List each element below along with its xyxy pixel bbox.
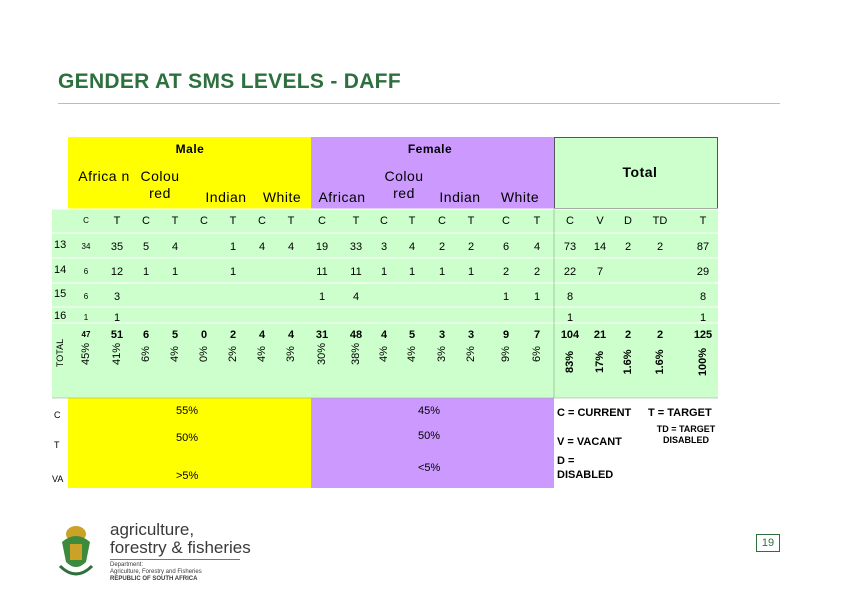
total-cell: 1 [566, 312, 574, 324]
table-cell: 11 [316, 266, 328, 278]
male-group-white: White [262, 189, 302, 205]
table-cell: 4 [408, 241, 416, 253]
table-cell: 1 [318, 291, 326, 303]
table-cell: 1 [408, 266, 416, 278]
grand-total-cell: 104 [560, 329, 580, 341]
logo-dept-2: Agriculture, Forestry and Fisheries [110, 569, 202, 575]
percentage-cell: 2% [227, 346, 239, 362]
male-group-coloured: Colou red [140, 168, 180, 201]
total-row-cell: 3 [438, 329, 446, 341]
total-cell: 7 [596, 266, 604, 278]
percentage-cell: 4% [169, 346, 181, 362]
total-cell: 2 [624, 241, 632, 253]
grand-total-cell: 2 [656, 329, 664, 341]
male-group-african: Africa n [78, 168, 130, 184]
sub-column-header: T [113, 215, 121, 227]
total-row-cell: 5 [408, 329, 416, 341]
table-cell: 5 [142, 241, 150, 253]
summary-male-vacant: >5% [176, 470, 199, 482]
row-label: 14 [54, 264, 67, 276]
percentage-cell: 0% [198, 346, 210, 362]
total-column-header: T [699, 215, 707, 227]
total-row-cell: 4 [258, 329, 266, 341]
table-cell: 2 [467, 241, 475, 253]
percentage-cell: 4% [256, 346, 268, 362]
summary-label-t: T [54, 440, 60, 450]
sub-column-header: T [467, 215, 475, 227]
table-cell: 1 [83, 313, 89, 322]
total-column-header: C [566, 215, 574, 227]
summary-female-current: 45% [418, 405, 441, 417]
female-group-white: White [500, 189, 540, 205]
summary-female-vacant: <5% [418, 462, 441, 474]
sub-column-header: C [318, 215, 326, 227]
table-cell: 34 [81, 242, 91, 251]
total-row-cell: 2 [229, 329, 237, 341]
table-cell: 3 [113, 291, 121, 303]
table-cell: 1 [142, 266, 150, 278]
total-cell: 29 [696, 266, 710, 278]
summary-male-current: 55% [176, 405, 199, 417]
sub-column-header: C [258, 215, 266, 227]
legend-disabled: D = DISABLED [557, 455, 614, 481]
male-group-indian: Indian [205, 189, 247, 205]
total-cell: 1 [699, 312, 707, 324]
table-cell: 11 [350, 266, 362, 278]
percentage-cell: 3% [285, 346, 297, 362]
total-row-cell: 5 [171, 329, 179, 341]
coat-of-arms-logo [56, 522, 96, 582]
total-column-header: TD [652, 215, 668, 227]
total-cell: 2 [656, 241, 664, 253]
table-cell: 1 [502, 291, 510, 303]
row-label: 15 [54, 288, 67, 300]
logo-divider [110, 559, 240, 560]
total-cell: 87 [696, 241, 710, 253]
percentage-cell: 30% [316, 342, 328, 366]
table-cell: 3 [380, 241, 388, 253]
row-label: 16 [54, 310, 67, 322]
table-cell: 4 [352, 291, 360, 303]
total-row-cell: 9 [502, 329, 510, 341]
total-row-cell: 0 [200, 329, 208, 341]
table-cell: 1 [229, 241, 237, 253]
summary-female-target: 50% [418, 430, 441, 442]
percentage-cell: 3% [436, 346, 448, 362]
table-cell: 1 [229, 266, 237, 278]
table-cell: 6 [502, 241, 510, 253]
table-cell: 4 [287, 241, 295, 253]
total-percentage-cell: 17% [594, 350, 606, 374]
legend-target-disabled: TD = TARGET DISABLED [656, 424, 716, 445]
legend-vacant: V = VACANT [557, 436, 622, 448]
grand-total-cell: 21 [593, 329, 607, 341]
table-cell: 19 [315, 241, 329, 253]
total-row-cell: 4 [287, 329, 295, 341]
total-row-label: TOTAL [55, 338, 65, 368]
summary-male-target: 50% [176, 432, 199, 444]
table-cell: 35 [110, 241, 124, 253]
total-header: Total [622, 164, 658, 180]
total-row-cell: 6 [142, 329, 150, 341]
summary-label-va: VA [52, 474, 64, 484]
total-cell: 73 [563, 241, 577, 253]
table-cell: 2 [533, 266, 541, 278]
table-cell: 33 [349, 241, 363, 253]
table-cell: 4 [171, 241, 179, 253]
percentage-cell: 2% [465, 346, 477, 362]
sub-column-header: C [438, 215, 446, 227]
percentage-cell: 4% [406, 346, 418, 362]
total-percentage-cell: 100% [697, 347, 709, 377]
sub-column-header: T [171, 215, 179, 227]
logo-line-2: forestry & fisheries [110, 538, 251, 557]
summary-label-c: C [54, 410, 61, 420]
sub-column-header: T [229, 215, 237, 227]
table-cell: 1 [438, 266, 446, 278]
total-row-cell: 7 [533, 329, 541, 341]
table-cell: 1 [533, 291, 541, 303]
total-column-header: V [596, 215, 604, 227]
sub-column-header: C [502, 215, 510, 227]
sub-column-header: T [352, 215, 360, 227]
total-row-cell: 47 [81, 330, 91, 339]
total-cell: 8 [566, 291, 574, 303]
table-cell: 6 [83, 292, 89, 301]
grand-total-cell: 125 [693, 329, 713, 341]
female-group-african: African [318, 189, 366, 205]
page-title: GENDER AT SMS LEVELS - DAFF [58, 70, 401, 93]
logo-dept-1: Department: [110, 562, 144, 568]
total-row-cell: 51 [110, 329, 124, 341]
total-row-cell: 4 [380, 329, 388, 341]
total-percentage-cell: 83% [564, 350, 576, 374]
total-cell: 22 [563, 266, 577, 278]
row-label: 13 [54, 239, 67, 251]
percentage-cell: 41% [111, 342, 123, 366]
legend-target: T = TARGET [648, 407, 712, 419]
sub-column-header: T [287, 215, 295, 227]
percentage-cell: 6% [531, 346, 543, 362]
sub-column-header: C [83, 216, 89, 225]
female-group-indian: Indian [439, 189, 481, 205]
total-row-cell: 31 [315, 329, 329, 341]
total-cell: 14 [593, 241, 607, 253]
sub-column-header: T [533, 215, 541, 227]
total-percentage-cell: 1.6% [622, 349, 634, 375]
page-number: 19 [756, 534, 780, 552]
grand-total-cell: 2 [624, 329, 632, 341]
female-group-coloured: Colou red [384, 168, 424, 201]
total-cell: 8 [699, 291, 707, 303]
table-cell: 4 [533, 241, 541, 253]
table-cell: 6 [83, 267, 89, 276]
table-cell: 12 [110, 266, 124, 278]
table-cell: 1 [467, 266, 475, 278]
table-cell: 1 [113, 312, 121, 324]
total-column-header: D [624, 215, 632, 227]
table-cell: 1 [171, 266, 179, 278]
table-cell: 1 [380, 266, 388, 278]
sub-column-header: C [142, 215, 150, 227]
percentage-cell: 38% [350, 342, 362, 366]
table-cell: 4 [258, 241, 266, 253]
sub-column-header: C [380, 215, 388, 227]
male-header: Male [175, 142, 205, 156]
legend-current: C = CURRENT [557, 407, 632, 419]
total-percentage-cell: 1.6% [654, 349, 666, 375]
percentage-cell: 45% [80, 342, 92, 366]
total-row-cell: 3 [467, 329, 475, 341]
logo-line-1: agriculture, [110, 520, 195, 539]
sub-column-header: T [408, 215, 416, 227]
female-header: Female [407, 142, 453, 156]
table-cell: 2 [502, 266, 510, 278]
percentage-cell: 9% [500, 346, 512, 362]
logo-dept-3: REPUBLIC OF SOUTH AFRICA [110, 576, 198, 582]
percentage-cell: 4% [378, 346, 390, 362]
percentage-cell: 6% [140, 346, 152, 362]
table-cell: 2 [438, 241, 446, 253]
sub-column-header: C [200, 215, 208, 227]
total-row-cell: 48 [349, 329, 363, 341]
